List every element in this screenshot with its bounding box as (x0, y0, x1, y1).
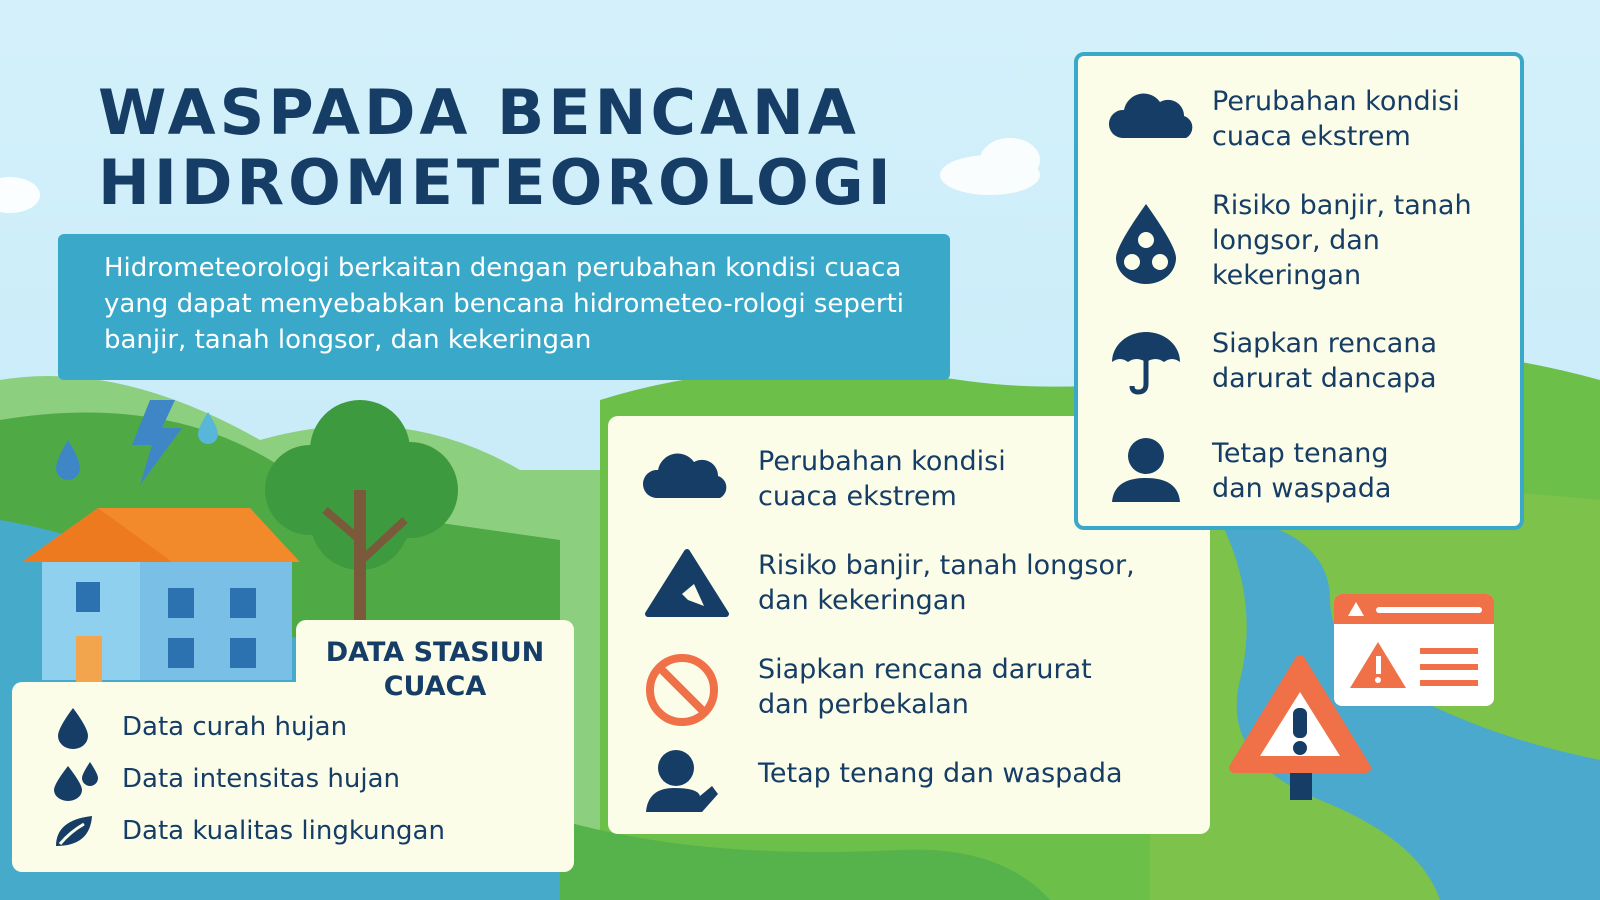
title-line-1: WASPADA BENCANA (98, 76, 860, 149)
raindrop-icon (50, 706, 96, 750)
umbrella-icon (1108, 328, 1188, 398)
station-item-rainfall: Data curah hujan (122, 712, 348, 742)
right-item-plan-line-2: darurat dancapa (1212, 363, 1437, 394)
station-title-line-1: DATA STASIUN (325, 637, 545, 668)
drop-hazard-icon (1108, 200, 1188, 286)
middle-item-plan-line-2: dan perbekalan (758, 689, 969, 720)
right-item-plan (1212, 326, 1512, 396)
right-item-risk-line-3: kekeringan (1212, 260, 1362, 291)
station-title-line-2: CUACA (383, 671, 487, 702)
alert-panel (1334, 594, 1494, 706)
cloud-icon (1108, 86, 1198, 142)
station-item-environment: Data kualitas lingkungan (122, 816, 445, 846)
middle-item-risk-line-2: dan kekeringan (758, 585, 967, 616)
right-item-weather (1212, 84, 1512, 154)
cloud-icon (642, 444, 732, 504)
station-item-intensity: Data intensitas hujan (122, 764, 401, 794)
intro-text: Hidrometeorologi berkaitan dengan perubahan kondisi cuaca yang dapat menyebabkan bencana hidrometeo-rologi seperti banjir, tanah longsor, dan kekeringan (104, 253, 904, 355)
right-item-calm-line-1: Tetap tenang (1212, 438, 1389, 469)
right-item-risk (1212, 188, 1512, 293)
right-item-calm-line-2: dan waspada (1212, 473, 1392, 504)
middle-item-weather-line-1: Perubahan kondisi (758, 446, 1006, 477)
middle-item-calm (758, 756, 1178, 791)
right-item-weather-line-1: Perubahan kondisi (1212, 86, 1460, 117)
intro-banner (58, 234, 950, 380)
middle-item-risk (758, 548, 1178, 618)
prohibited-icon (642, 654, 722, 726)
title-line-2: HIDROMETEOROLOGI (98, 146, 895, 219)
person-icon (1108, 436, 1184, 504)
middle-item-plan (758, 652, 1178, 722)
right-item-weather-line-2: cuaca ekstrem (1212, 121, 1411, 152)
right-item-plan-line-1: Siapkan rencana (1212, 328, 1438, 359)
middle-item-risk-line-1: Risiko banjir, tanah longsor, (758, 550, 1135, 581)
person-icon (642, 748, 722, 814)
station-card-title (296, 636, 574, 704)
right-item-risk-line-1: Risiko banjir, tanah (1212, 190, 1472, 221)
house (22, 508, 300, 682)
right-item-risk-line-2: longsor, dan (1212, 225, 1380, 256)
page-title (98, 78, 895, 218)
warning-triangle-icon (642, 548, 732, 618)
right-item-calm (1212, 436, 1512, 506)
raindrops-icon (50, 758, 100, 802)
leaf-icon (50, 812, 96, 852)
middle-item-plan-line-1: Siapkan rencana darurat (758, 654, 1092, 685)
middle-item-weather-line-2: cuaca ekstrem (758, 481, 957, 512)
middle-item-calm-line-1: Tetap tenang dan waspada (758, 758, 1123, 789)
